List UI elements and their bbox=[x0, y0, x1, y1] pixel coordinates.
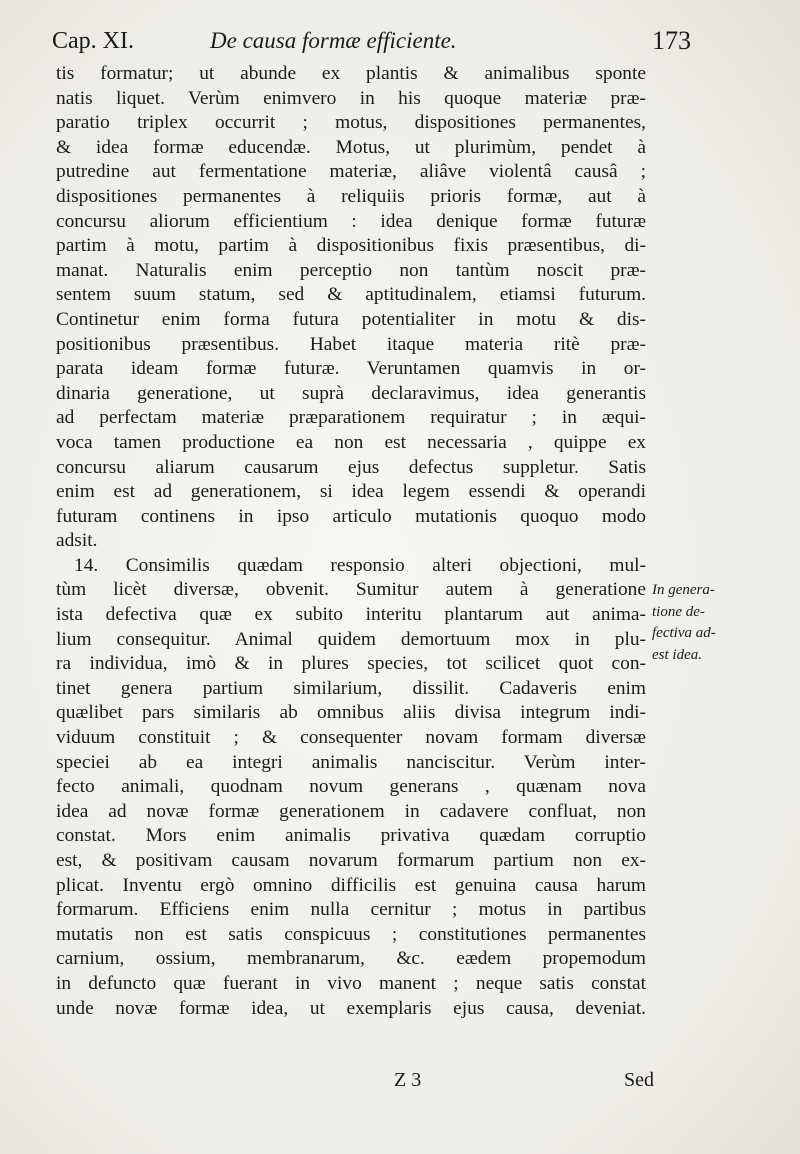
catchword: Sed bbox=[624, 1069, 654, 1091]
text-line: concursu aliarum causarum ejus defectus suppletur. Satis bbox=[56, 456, 646, 478]
text-line: formarum. Efficiens enim nulla cernitur ; motus in partibus bbox=[56, 899, 646, 921]
marginal-note-line: tione de- bbox=[652, 603, 705, 620]
text-line: in defuncto quæ fuerant in vivo manent ; neque satis constat bbox=[56, 972, 646, 994]
text-line: tis formatur; ut abunde ex plantis & animalibus sponte bbox=[56, 63, 646, 84]
text-line: tinet genera partium similarium, dissilit. Cadaveris enim bbox=[56, 677, 646, 699]
text-line: ista defectiva quæ ex subito interitu plantarum aut anima- bbox=[56, 604, 646, 626]
text-line: lium consequitur. Animal quidem demortuum mox in plu- bbox=[56, 628, 646, 650]
text-line: voca tamen productione ea non est necessaria , quippe ex bbox=[56, 431, 646, 453]
text-line: viduum constituit ; & consequenter novam formam diversæ bbox=[56, 727, 646, 749]
chapter-label: Cap. XI. bbox=[52, 28, 134, 54]
text-line: unde novæ formæ idea, ut exemplaris ejus causa, deveniat. bbox=[56, 997, 646, 1019]
text-line: constat. Mors enim animalis privativa quædam corruptio bbox=[56, 825, 646, 847]
text-line: putredine aut fermentatione materiæ, aliâve violentâ causâ ; bbox=[56, 161, 646, 183]
text-line: carnium, ossium, membranarum, &c. eædem propemodum bbox=[56, 948, 646, 970]
text-line: futuram continens in ipso articulo mutationis quoquo modo bbox=[56, 505, 646, 527]
text-line: est, & positivam causam novarum formarum partium non ex- bbox=[56, 850, 646, 871]
text-line: fecto animali, quodnam novum generans , quænam nova bbox=[56, 776, 646, 798]
text-line: concursu aliorum efficientium : idea denique formæ futuræ bbox=[56, 210, 646, 232]
text-line: & idea formæ educendæ. Motus, ut plurimùm, pendet à bbox=[56, 136, 646, 158]
text-line: ra individua, imò & in plures species, tot scilicet quot con- bbox=[56, 653, 646, 675]
page-number: 173 bbox=[652, 26, 691, 55]
running-head bbox=[52, 26, 702, 60]
running-title: De causa formæ efficiente. bbox=[210, 28, 457, 53]
text-line: paratio triplex occurrit ; motus, dispositiones permanentes, bbox=[56, 112, 646, 134]
text-line: quælibet pars similaris ab omnibus aliis divisa integrum indi- bbox=[56, 702, 646, 724]
text-line: dispositiones permanentes à reliquiis prioris formæ, aut à bbox=[56, 185, 646, 207]
marginal-note-line: In genera- bbox=[652, 582, 715, 598]
text-line: plicat. Inventu ergò omnino difficilis est genuina causa harum bbox=[56, 874, 646, 896]
page-footer bbox=[56, 1069, 654, 1097]
text-line: natis liquet. Verùm enimvero in his quoque materiæ præ- bbox=[56, 87, 646, 109]
paragraph-end-line: adsit. bbox=[56, 530, 98, 552]
text-line: idea ad novæ formæ generationem in cadavere confluat, non bbox=[56, 800, 646, 822]
section-start-line: 14. Consimilis quædam responsio alteri objectioni, mul- bbox=[74, 554, 646, 576]
text-line: parata ideam formæ futuræ. Veruntamen quamvis in or- bbox=[56, 358, 646, 380]
text-line: positionibus præsentibus. Habet itaque materia ritè præ- bbox=[56, 333, 646, 355]
marginal-note bbox=[652, 580, 734, 666]
text-line: mutatis non est satis conspicuus ; constitutiones permanentes bbox=[56, 923, 646, 945]
text-line: manat. Naturalis enim perceptio non tantùm noscit præ- bbox=[56, 259, 646, 281]
text-line: sentem suum statum, sed & aptitudinalem, etiamsi futurum. bbox=[56, 284, 646, 306]
text-line: Continetur enim forma futura potentialiter in motu & dis- bbox=[56, 308, 646, 330]
text-line: enim est ad generationem, si idea legem essendi & operandi bbox=[56, 481, 646, 503]
text-line: dinaria generatione, ut suprà declaravimus, idea generantis bbox=[56, 382, 646, 404]
text-line: partim à motu, partim à dispositionibus fixis præsentibus, di- bbox=[56, 235, 646, 257]
signature-mark: Z 3 bbox=[394, 1069, 422, 1091]
marginal-note-line: est idea. bbox=[652, 646, 702, 663]
body-text bbox=[56, 62, 646, 1021]
text-line: ad perfectam materiæ præparationem requiratur ; in æqui- bbox=[56, 407, 646, 429]
marginal-note-line: fectiva ad- bbox=[652, 625, 716, 641]
text-line: tùm licèt diversæ, obvenit. Sumitur autem à generatione bbox=[56, 579, 646, 601]
text-line: speciei ab ea integri animalis nanciscitur. Verùm inter- bbox=[56, 751, 646, 773]
